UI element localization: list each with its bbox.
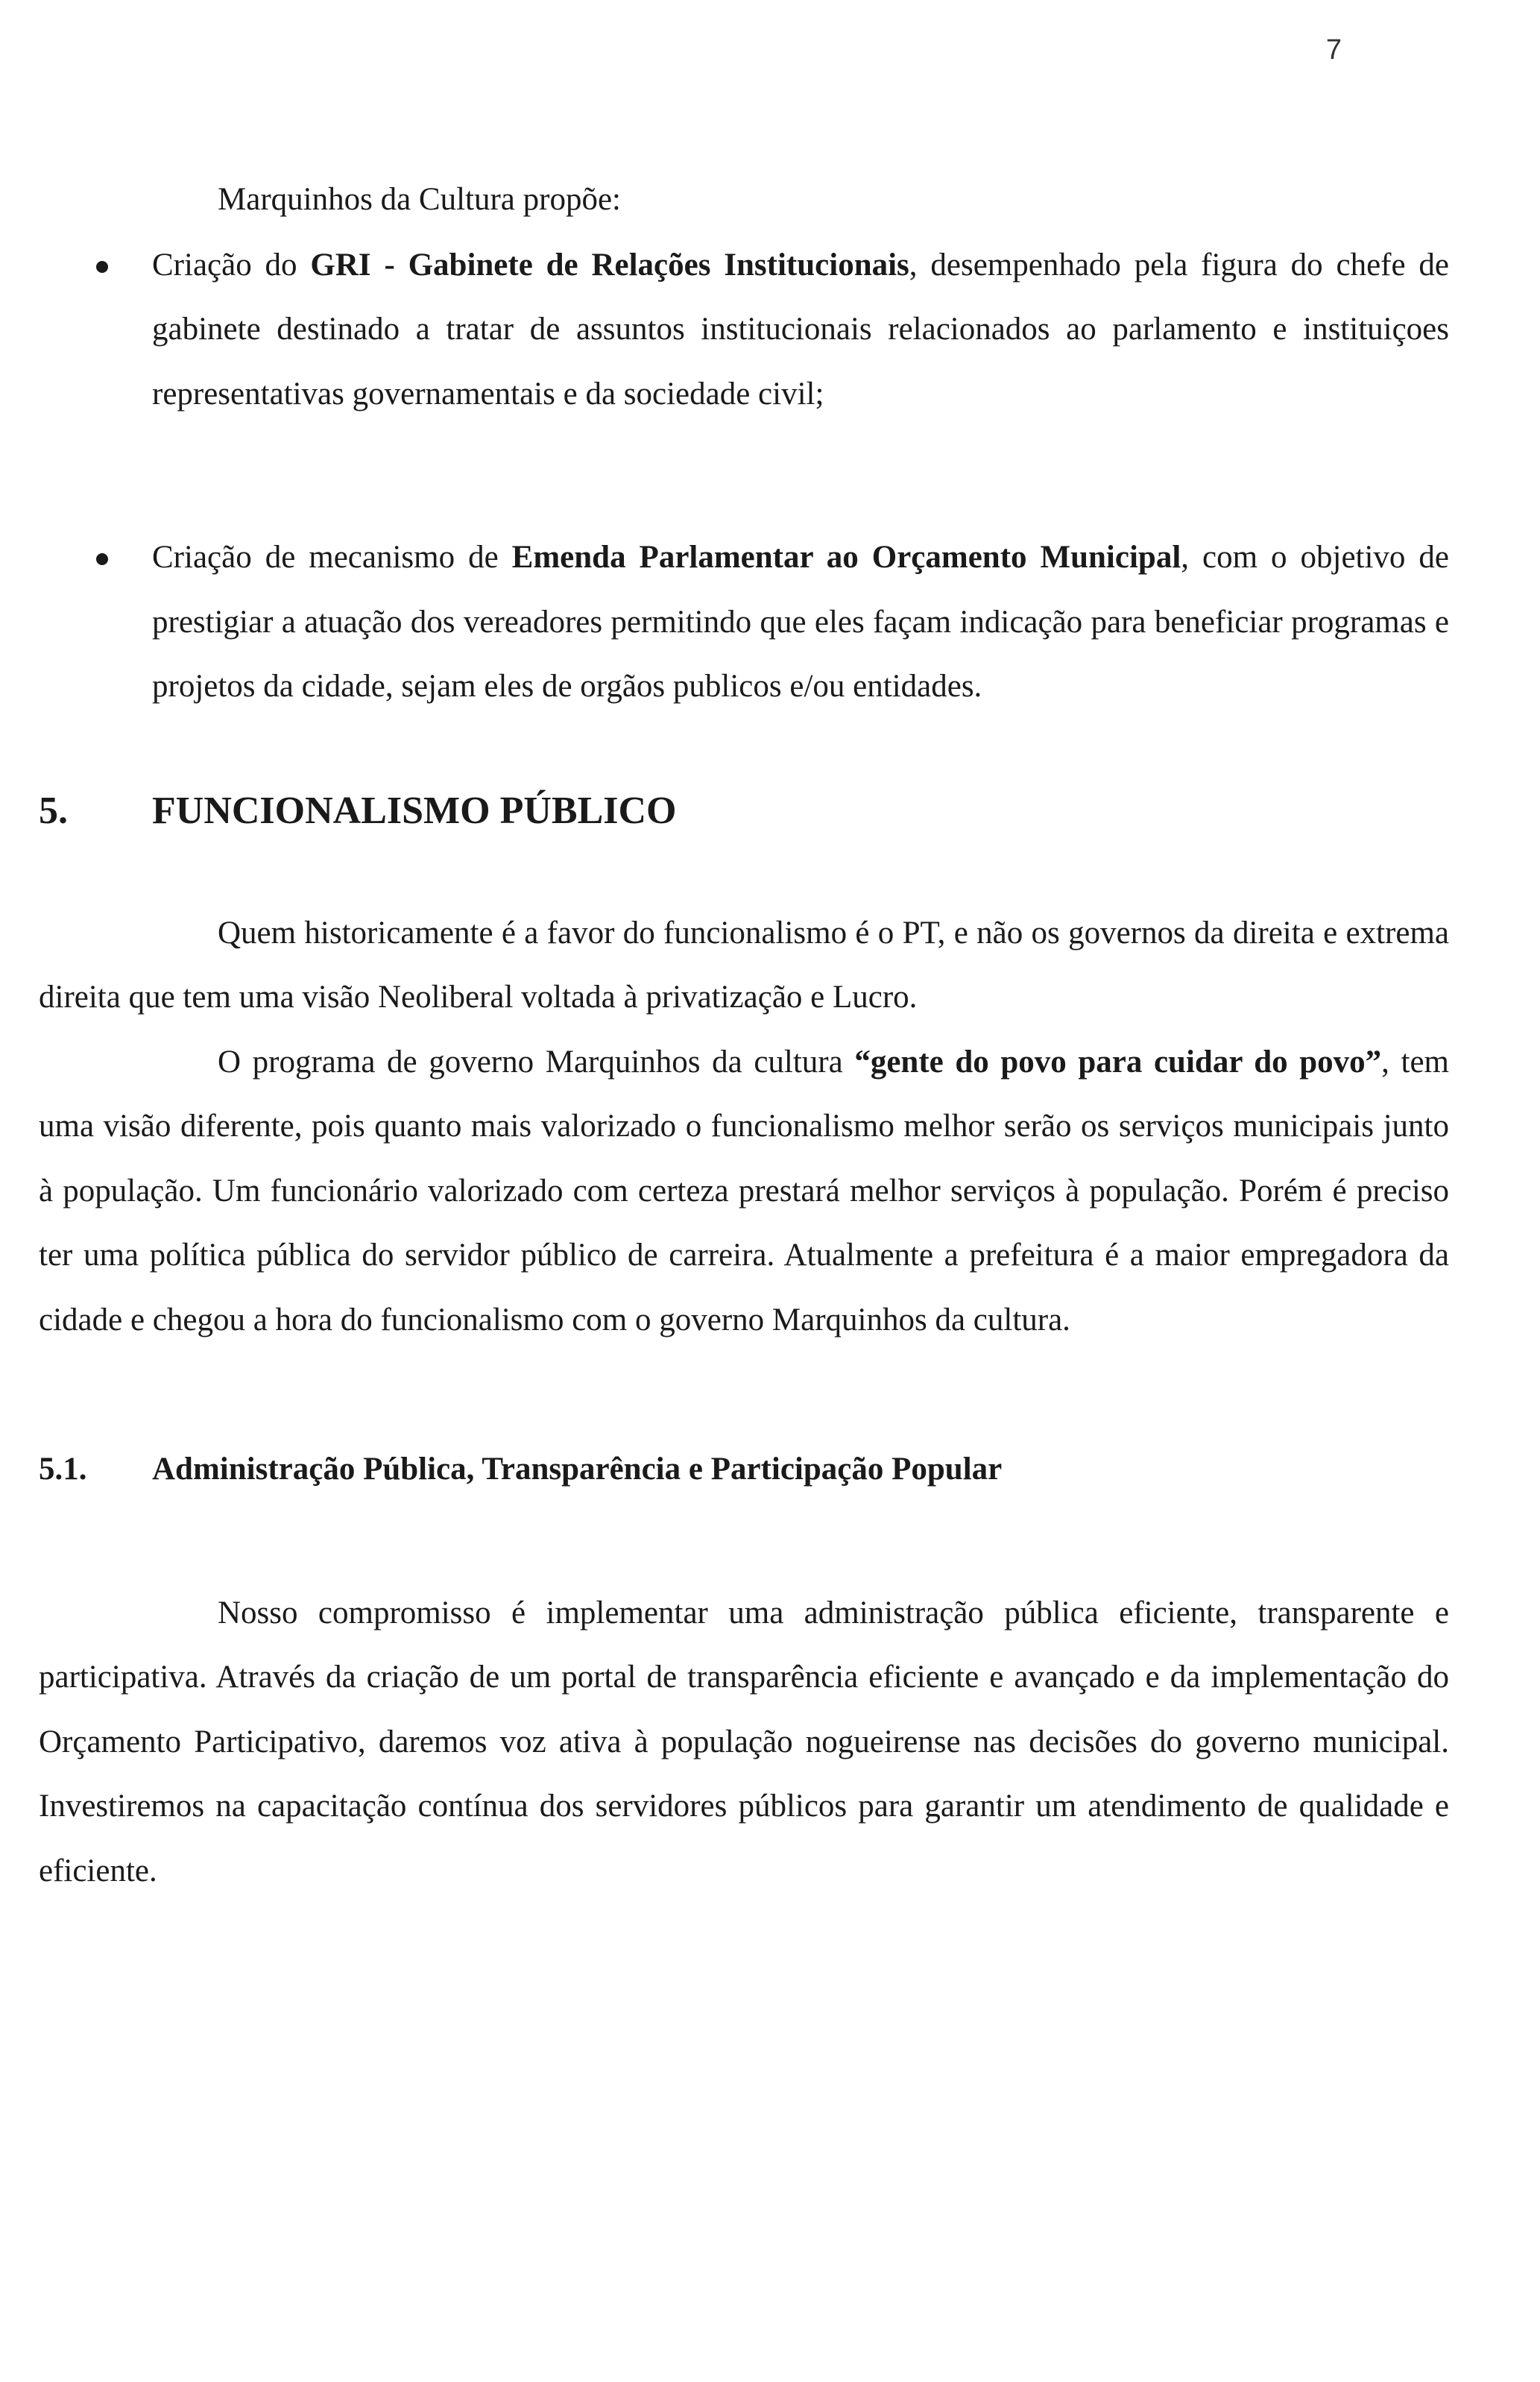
paragraph-text-pre: O programa de governo Marquinhos da cultura bbox=[218, 1044, 855, 1080]
proposal-bold-term: Emenda Parlamentar ao Orçamento Municipal bbox=[511, 540, 1181, 575]
proposal-text-post: , desempenhado pela figura do chefe de gabinete destinado a tratar de assuntos institucionais relacionados ao parlamento e instituiçoes representativas governamentais e da sociedade civil; bbox=[152, 247, 1449, 412]
proposal-list bbox=[39, 233, 1449, 719]
section-heading bbox=[39, 778, 1449, 845]
subsection-paragraph: Nosso compromisso é implementar uma administração pública eficiente, transparente e participativa. Através da criação de um portal de transparência eficiente e avançado e da implementação do Orçamento Participativo, daremos voz ativa à população nogueirense nas decisões do governo municipal. Investiremos na capacitação contínua dos servidores públicos para garantir um atendimento de qualidade e eficiente. bbox=[39, 1595, 1449, 1888]
program-slogan: “gente do povo para cuidar do povo” bbox=[854, 1044, 1382, 1080]
bullet-icon bbox=[96, 553, 108, 565]
section-paragraph-program bbox=[39, 1030, 1449, 1353]
proposal-text-pre: Criação do bbox=[152, 247, 311, 283]
section-number: 5. bbox=[39, 789, 68, 832]
section-title: FUNCIONALISMO PÚBLICO bbox=[152, 789, 677, 832]
paragraph-text-post: , tem uma visão diferente, pois quanto mais valorizado o funcionalismo melhor serão os serviços municipais junto à população. Um funcionário valorizado com certeza prestará melhor serviços à população. Porém é preciso ter uma política pública do servidor público de carreira. Atualmente a prefeitura é a maior empregadora da cidade e chegou a hora do funcionalismo com o governo Marquinhos da cultura. bbox=[39, 1044, 1450, 1337]
proposal-bold-term: GRI - Gabinete de Relações Institucionais bbox=[310, 247, 909, 283]
page-number: 7 bbox=[1325, 34, 1342, 66]
bullet-icon bbox=[96, 261, 108, 273]
document-body bbox=[39, 168, 1449, 1903]
subsection-title: Administração Pública, Transparência e Participação Popular bbox=[152, 1452, 1003, 1487]
proposal-text-post: , com o objetivo de prestigiar a atuação dos vereadores permitindo que eles façam indicação para beneficiar programas e projetos da cidade, sejam eles de orgãos publicos e/ou entidades. bbox=[152, 540, 1449, 704]
proposal-item-gri bbox=[39, 233, 1449, 427]
section-paragraph: Quem historicamente é a favor do funcionalismo é o PT, e não os governos da direita e extrema direita que tem uma visão Neoliberal voltada à privatização e Lucro. bbox=[39, 915, 1449, 1015]
subsection-number: 5.1. bbox=[39, 1452, 87, 1487]
intro-line: Marquinhos da Cultura propõe: bbox=[218, 182, 621, 217]
proposal-item-emenda bbox=[39, 526, 1449, 719]
subsection-heading bbox=[39, 1437, 1449, 1502]
proposal-text-pre: Criação de mecanismo de bbox=[152, 540, 512, 575]
